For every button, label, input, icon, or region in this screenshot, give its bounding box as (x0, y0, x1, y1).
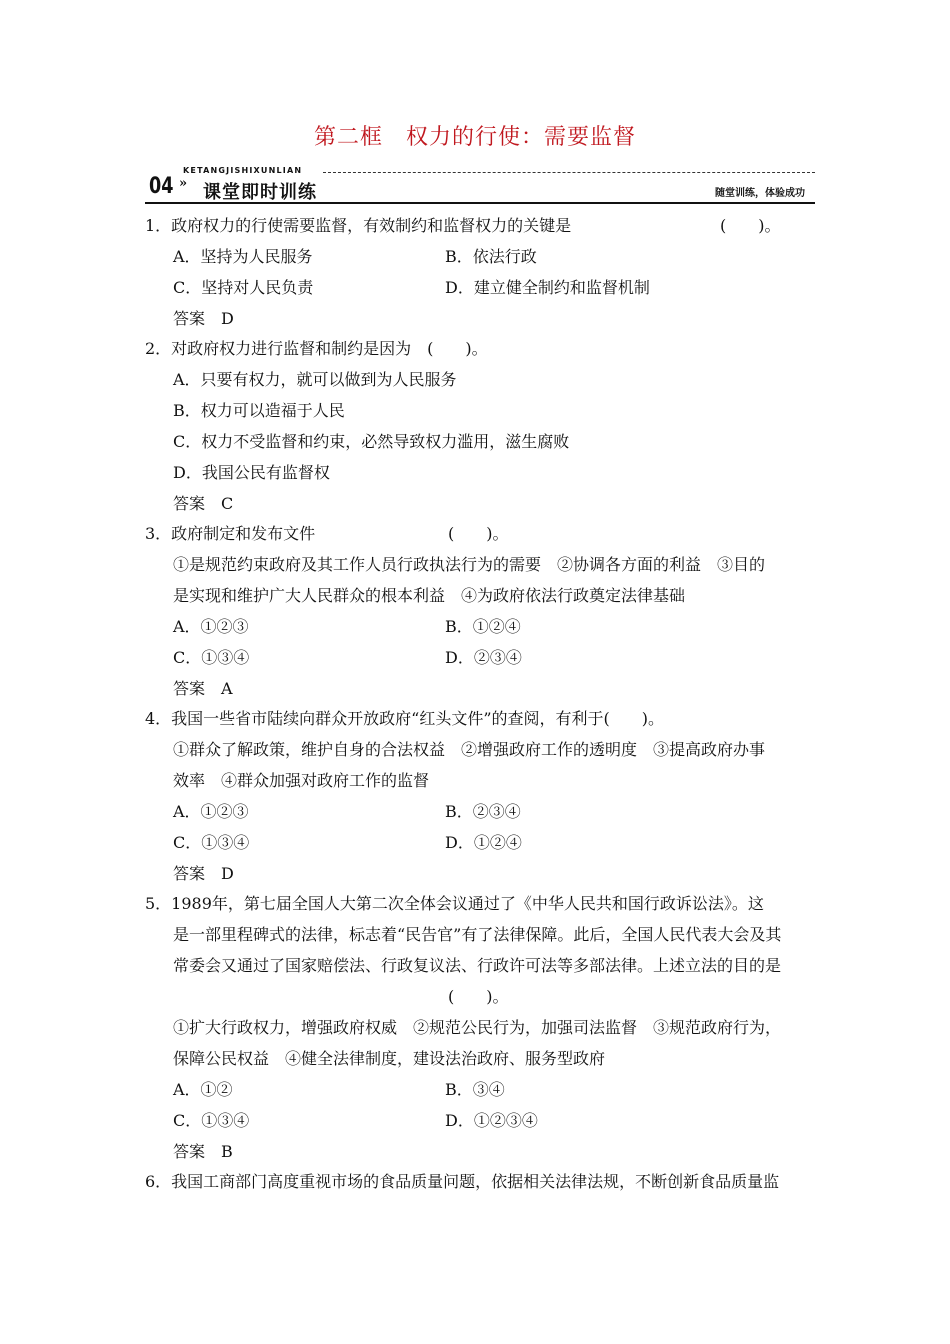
question-1-option-d: D．建立健全制约和监督机制 (445, 278, 650, 297)
question-4-option-c: C．①③④ (173, 833, 250, 852)
question-6-stem: 6．我国工商部门高度重视市场的食品质量问题，依据相关法律法规，不断创新食品质量监 (145, 1172, 780, 1191)
question-5-option-b: B．③④ (445, 1080, 505, 1099)
question-4-option-a: A．①②③ (173, 802, 249, 821)
question-2-option-d: D．我国公民有监督权 (173, 463, 330, 482)
question-1-option-c: C．坚持对人民负责 (173, 278, 314, 297)
question-3-blank: ( )。 (448, 524, 509, 543)
section-pinyin: KETANGJISHIXUNLIAN (183, 166, 303, 175)
question-1-stem: 1．政府权力的行使需要监督，有效制约和监督权力的关键是 (145, 216, 572, 235)
question-5-line-2: 保障公民权益 ④健全法律制度，建设法治政府、服务型政府 (173, 1049, 606, 1068)
question-5-option-d: D．①②③④ (445, 1111, 538, 1130)
question-4-stem: 4．我国一些省市陆续向群众开放政府“红头文件”的查阅，有利于( )。 (145, 709, 665, 728)
question-1-option-a: A．坚持为人民服务 (173, 247, 313, 266)
question-5-option-c: C．①③④ (173, 1111, 250, 1130)
double-chevron-icon: » (179, 176, 188, 191)
header-dashed-rule (323, 172, 815, 173)
question-3-option-b: B．①②④ (445, 617, 521, 636)
question-5-blank: ( )。 (448, 987, 509, 1006)
question-3-line-1: ①是规范约束政府及其工作人员行政执法行为的需要 ②协调各方面的利益 ③目的 (173, 555, 766, 574)
question-5-line-1: ①扩大行政权力，增强政府权威 ②规范公民行为，加强司法监督 ③规范政府行为， (173, 1018, 782, 1037)
question-3-option-c: C．①③④ (173, 648, 250, 667)
section-label: 课堂即时训练 (203, 182, 317, 203)
question-5-option-a: A．①② (173, 1080, 233, 1099)
question-2-option-a: A．只要有权力，就可以做到为人民服务 (173, 370, 457, 389)
question-2-answer: 答案 C (173, 494, 234, 513)
section-slogan: 随堂训练，体验成功 (715, 188, 805, 199)
header-rule (145, 202, 815, 204)
question-4-line-2: 效率 ④群众加强对政府工作的监督 (173, 771, 430, 790)
question-2-option-c: C．权力不受监督和约束，必然导致权力滥用，滋生腐败 (173, 432, 570, 451)
question-3-answer: 答案 A (173, 679, 233, 698)
section-number: 04 (149, 174, 174, 199)
question-3-option-d: D．②③④ (445, 648, 522, 667)
question-2-stem: 2．对政府权力进行监督和制约是因为 ( )。 (145, 339, 488, 358)
section-header (145, 164, 815, 204)
question-1-answer: 答案 D (173, 309, 234, 328)
question-4-line-1: ①群众了解政策，维护自身的合法权益 ②增强政府工作的透明度 ③提高政府办事 (173, 740, 766, 759)
question-4-option-b: B．②③④ (445, 802, 521, 821)
question-4-answer: 答案 D (173, 864, 234, 883)
question-5-answer: 答案 B (173, 1142, 233, 1161)
question-3-stem: 3．政府制定和发布文件 (145, 524, 316, 543)
question-5-stem-line-3: 常委会又通过了国家赔偿法、行政复议法、行政许可法等多部法律。上述立法的目的是 (173, 956, 782, 975)
page-title: 第二框 权力的行使：需要监督 (313, 125, 636, 150)
question-5-stem-line-2: 是一部里程碑式的法律，标志着“民告官”有了法律保障。此后，全国人民代表大会及其 (173, 925, 782, 944)
question-2-option-b: B．权力可以造福于人民 (173, 401, 345, 420)
question-1-option-b: B．依法行政 (445, 247, 537, 266)
question-4-option-d: D．①②④ (445, 833, 522, 852)
question-3-line-2: 是实现和维护广大人民群众的根本利益 ④为政府依法行政奠定法律基础 (173, 586, 686, 605)
question-3-option-a: A．①②③ (173, 617, 249, 636)
question-1-blank: ( )。 (720, 216, 781, 235)
question-5-stem-line-1: 5．1989年，第七届全国人大第二次全体会议通过了《中华人民共和国行政诉讼法》。这 (145, 894, 764, 913)
